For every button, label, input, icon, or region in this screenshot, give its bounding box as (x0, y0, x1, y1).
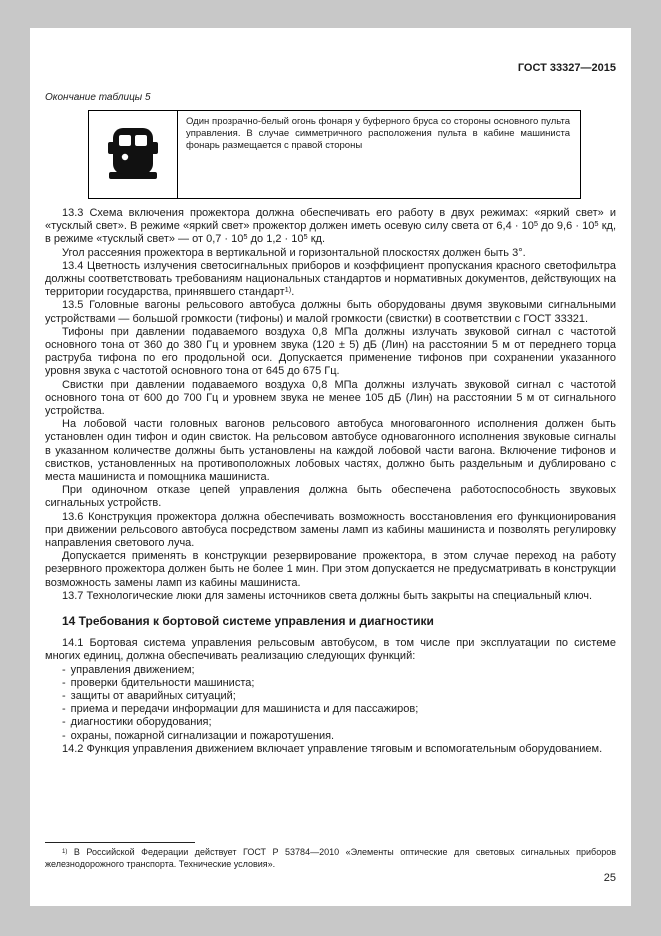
bullet-dash: - (62, 703, 66, 716)
table-caption: Окончание таблицы 5 (45, 92, 151, 103)
footnote (45, 842, 616, 870)
footnote-text: $^{1)}$ В Российской Федерации действует ГОСТ Р 53784—2010 «Элементы оптические для световых сигнальных приборов железнодорожного транспорта. Технические условия». (45, 847, 616, 869)
para-13-4: 13.4 Цветность излучения светосигнальных приборов и коэффициент пропускания красного светофильтра должны соответствовать требованиям национальных стандартов и нормативных документов, действующих на территории государства, принявшего стандарт$^{1)}$. (45, 259, 616, 299)
para-whistles: Свистки при давлении подаваемого воздуха 0,8 МПа должны излучать звуковой сигнал с частотой основного тона от 600 до 700 Гц и уровнем звука не менее 105 дБ (Лин) на расстоянии 5 м от сигнального устройства. (45, 378, 616, 418)
list-item-label: управления движением; (70, 663, 195, 676)
bullet-dash: - (62, 729, 66, 742)
list-item-label: охраны, пожарной сигнализации и пожаротушения. (70, 729, 335, 742)
list-item-label: защиты от аварийных ситуаций; (70, 689, 236, 702)
functions-list (45, 664, 616, 743)
list-item-diagnostics (45, 716, 616, 729)
list-item-label: диагностики оборудования; (70, 716, 212, 729)
document-body (45, 207, 616, 756)
doc-code: ГОСТ 33327—2015 (517, 62, 616, 74)
para-13-5: 13.5 Головные вагоны рельсового автобуса должны быть оборудованы двумя звуковыми сигнальными устройствами — большой громкости (тифоны) и малой громкости (свистки) в соответствии с ГОСТ 33321. (45, 299, 616, 325)
para-14-2: 14.2 Функция управления движением включает управление тяговым и вспомогательным оборудованием. (62, 742, 603, 755)
bullet-dash: - (62, 676, 66, 689)
para-front-mounting: На лобовой части головных вагонов рельсового автобуса многовагонного исполнения должен быть установлен один тифон и один свисток. На рельсовом автобусе одновагонного исполнения звуковые сигналы в указанном количестве должны быть установлены на каждой лобовой части вагона. Включение тифонов и свистков, установленных на противоположных лобовых частях, должно быть раздельным и дублировано с места машиниста и помощника машиниста. (45, 418, 616, 484)
list-item-driver-vigilance (45, 677, 616, 690)
para-13-3: 13.3 Схема включения прожектора должна обеспечивать его работу в двух режимах: «яркий свет» и «тусклый свет». В режиме «яркий свет» прожектор должен иметь осевую силу света от $6,4 \cdot 10^5$ до $9,6 \cdot 10^5$ кд, в режиме «тусклый свет» — от $0,7 \cdot 10^5$ до $1,2 \cdot 10^5$ кд. (45, 207, 616, 246)
table-5 (88, 110, 581, 199)
table-cell-text: Один прозрачно-белый огонь фонаря у буферного бруса со стороны основного пульта управления. В случае симметричного расположения пульта в кабине машиниста фонарь размещается с правой стороны (186, 116, 570, 151)
list-item-fire-safety (45, 730, 616, 743)
bullet-dash: - (62, 716, 66, 729)
list-item-label: приема и передачи информации для машиниста и для пассажиров; (70, 703, 419, 716)
section-14-heading: 14 Требования к бортовой системе управления и диагностики (62, 614, 434, 629)
page-number: 25 (603, 872, 616, 884)
rail-vehicle-front-icon (108, 126, 158, 184)
footnote-rule (45, 842, 195, 843)
list-item-movement-control (45, 664, 616, 677)
para-13-6: 13.6 Конструкция прожектора должна обеспечивать возможность восстановления его функционирования при движении рельсового автобуса посредством замены ламп из кабины машиниста и позволять регулировку направления светового луча. (45, 510, 616, 550)
para-single-failure: При одиночном отказе цепей управления должна быть обеспечена работоспособность звуковых сигнальных устройств. (45, 484, 616, 510)
page-sheet (30, 28, 631, 906)
list-item-label: проверки бдительности машиниста; (70, 676, 255, 689)
list-item-emergency-protection (45, 690, 616, 703)
list-item-information (45, 703, 616, 716)
para-13-7: 13.7 Технологические люки для замены источников света должны быть закрыты на специальный ключ. (62, 589, 593, 602)
bullet-dash: - (62, 663, 66, 676)
para-14-1: 14.1 Бортовая система управления рельсовым автобусом, в том числе при эксплуатации по системе многих единиц, должна обеспечивать реализацию следующих функций: (45, 637, 616, 663)
para-reserve-projector: Допускается применять в конструкции резервирование прожектора, в этом случае переход на работу резервного прожектора должен быть не более 1 мин. При этом допускается не предусматривать в конструкции возможность замены ламп из кабины машиниста. (45, 550, 616, 589)
para-tifons: Тифоны при давлении подаваемого воздуха 0,8 МПа должны излучать звуковой сигнал с частотой основного тона от 360 до 380 Гц и уровнем звука (120 ± 5) дБ (Лин) на расстоянии 5 м от переднего торца раструба тифона по его продольной оси. Допускается применение тифонов при сохранении указанного уровня звука с частотой основного тона от 645 до 675 Гц. (45, 325, 616, 378)
table-icon-cell (89, 111, 178, 198)
bullet-dash: - (62, 689, 66, 702)
para-beam-angle: Угол рассеяния прожектора в вертикальной и горизонтальной плоскостях должен быть 3°. (62, 246, 526, 259)
